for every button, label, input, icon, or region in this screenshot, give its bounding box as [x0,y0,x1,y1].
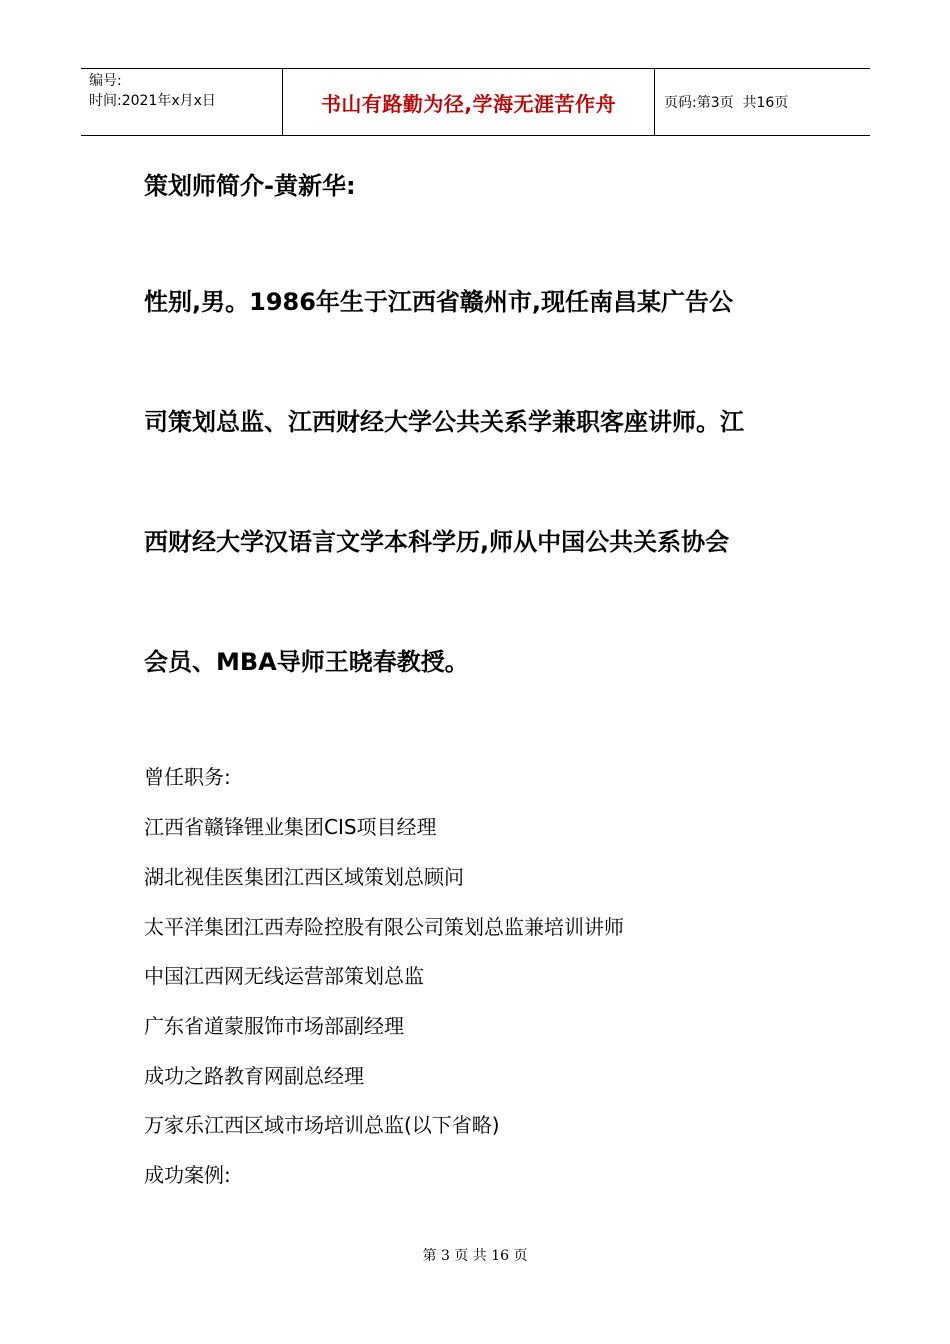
header-page-cell [655,69,870,135]
intro-paragraph-line: 司策划总监、江西财经大学公共关系学兼职客座讲师。江 [144,408,744,436]
intro-paragraph-line: 西财经大学汉语言文学本科学历,师从中国公共关系协会 [144,528,730,556]
position-item: 中国江西网无线运营部策划总监 [144,964,424,988]
cases-heading: 成功案例: [144,1163,231,1187]
intro-title: 策划师简介-黄新华: [144,172,356,200]
header-page-number: 页码:第3页 共16页 [664,95,789,111]
position-item: 太平洋集团江西寿险控股有限公司策划总监兼培训讲师 [144,915,624,939]
header-meta [81,69,282,135]
document-date-label: 时间:2021年x月x日 [89,93,216,109]
header-motto: 书山有路勤为径,学海无涯苦作舟 [320,91,617,116]
position-item: 江西省赣锋锂业集团CIS项目经理 [144,815,437,839]
intro-paragraph-line: 性别,男。1986年生于江西省赣州市,现任南昌某广告公 [144,288,734,316]
intro-paragraph-line: 会员、MBA导师王晓春教授。 [144,648,469,676]
position-item: 广东省道蒙服饰市场部副经理 [144,1014,404,1038]
document-number-label: 编号: [89,73,122,89]
header-motto-cell [282,69,655,135]
position-item: 成功之路教育网副总经理 [144,1064,364,1088]
positions-heading: 曾任职务: [144,765,231,789]
position-item: 湖北视佳医集团江西区域策划总顾问 [144,865,464,889]
page-header [81,68,870,136]
position-item: 万家乐江西区域市场培训总监(以下省略) [144,1113,500,1137]
page-footer: 第 3 页 共 16 页 [422,1248,528,1264]
